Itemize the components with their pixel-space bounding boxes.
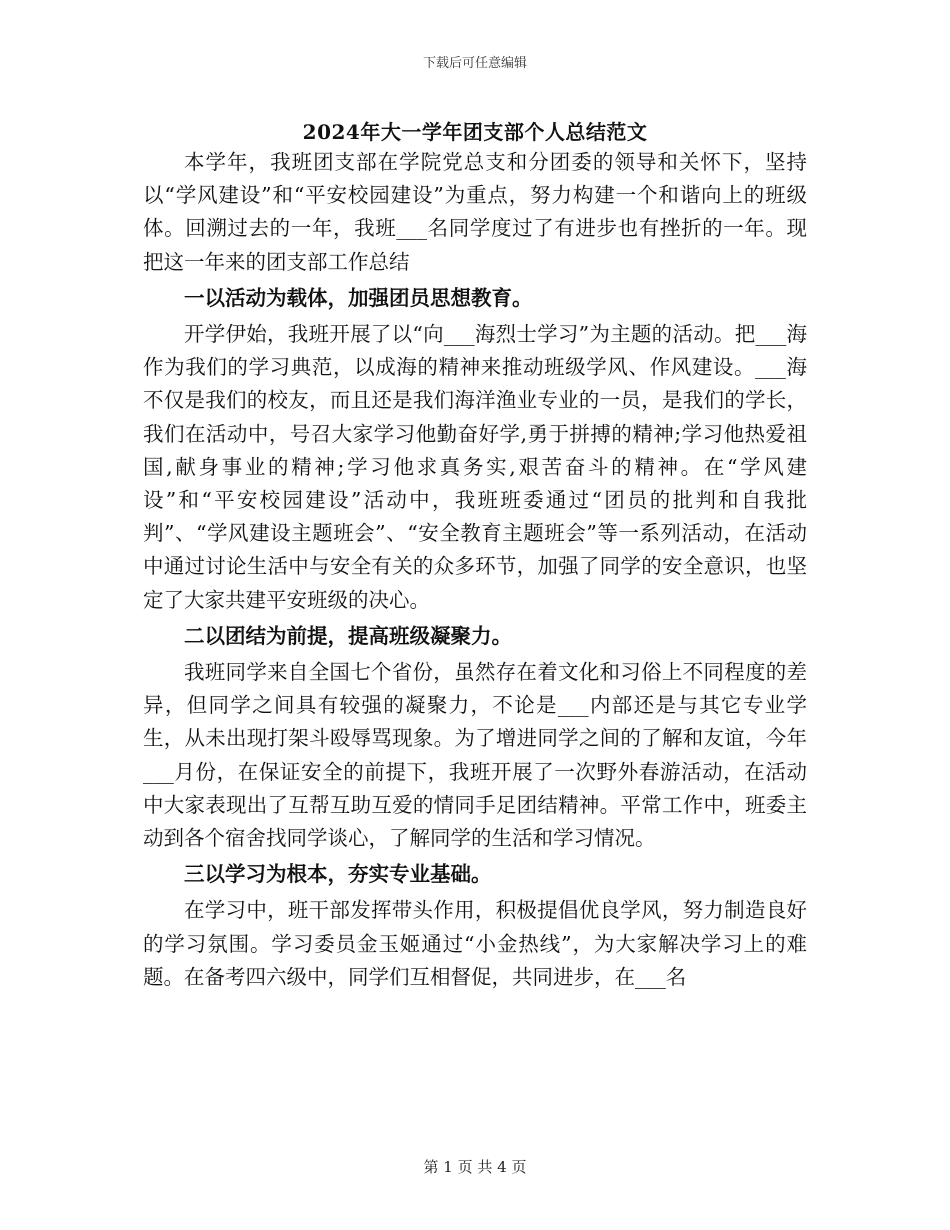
section-heading-3: 三以学习为根本，夯实专业基础。 (184, 862, 492, 887)
paragraph-section-3: 在学习中，班干部发挥带头作用，积极提倡优良学风，努力制造良好的学习氛围。学习委员金玉姬通过“小金热线”，为大家解决学习上的难题。在备考四六级中，同学们互相督促，共同进步，在___名 (143, 898, 807, 989)
section-heading-1: 一以活动为载体，加强团员思想教育。 (184, 285, 533, 310)
section-heading-2: 二以团结为前提，提高班级凝聚力。 (184, 623, 512, 648)
document-body (143, 146, 807, 994)
document-title: 2024年大一学年团支部个人总结范文 (302, 120, 648, 144)
paragraph-section-2: 我班同学来自全国七个省份，虽然存在着文化和习俗上不同程度的差异，但同学之间具有较强的凝聚力，不论是___内部还是与其它专业学生，从未出现打架斗殴辱骂现象。为了增进同学之间的了解和友谊，今年___月份，在保证安全的前提下，我班开展了一次野外春游活动，在活动中大家表现出了互帮互助互爱的情同手足团结精神。平常工作中，班委主动到各个宿舍找同学谈心，了解同学的生活和学习情况。 (143, 660, 807, 851)
paragraph-intro: 本学年，我班团支部在学院党总支和分团委的领导和关怀下，坚持以“学风建设”和“平安校园建设”为重点，努力构建一个和谐向上的班级体。回溯过去的一年，我班___名同学度过了有进步也有挫折的一年。现把这一年来的团支部工作总结 (143, 150, 807, 274)
paragraph-section-1: 开学伊始，我班开展了以“向___海烈士学习”为主题的活动。把___海作为我们的学习典范，以成海的精神来推动班级学风、作风建设。___海不仅是我们的校友，而且还是我们海洋渔业专业的一员，是我们的学长，我们在活动中，号召大家学习他勤奋好学,勇于拼搏的精神;学习他热爱祖国,献身事业的精神;学习他求真务实,艰苦奋斗的精神。在“学风建设”和“平安校园建设”活动中，我班班委通过“团员的批判和自我批判”、“学风建设主题班会”、“安全教育主题班会”等一系列活动，在活动中通过讨论生活中与安全有关的众多环节，加强了同学的安全意识，也坚定了大家共建平安班级的决心。 (143, 322, 807, 612)
page-footer: 第 1 页 共 4 页 (423, 1158, 527, 1176)
header-note: 下载后可任意编辑 (422, 56, 527, 71)
